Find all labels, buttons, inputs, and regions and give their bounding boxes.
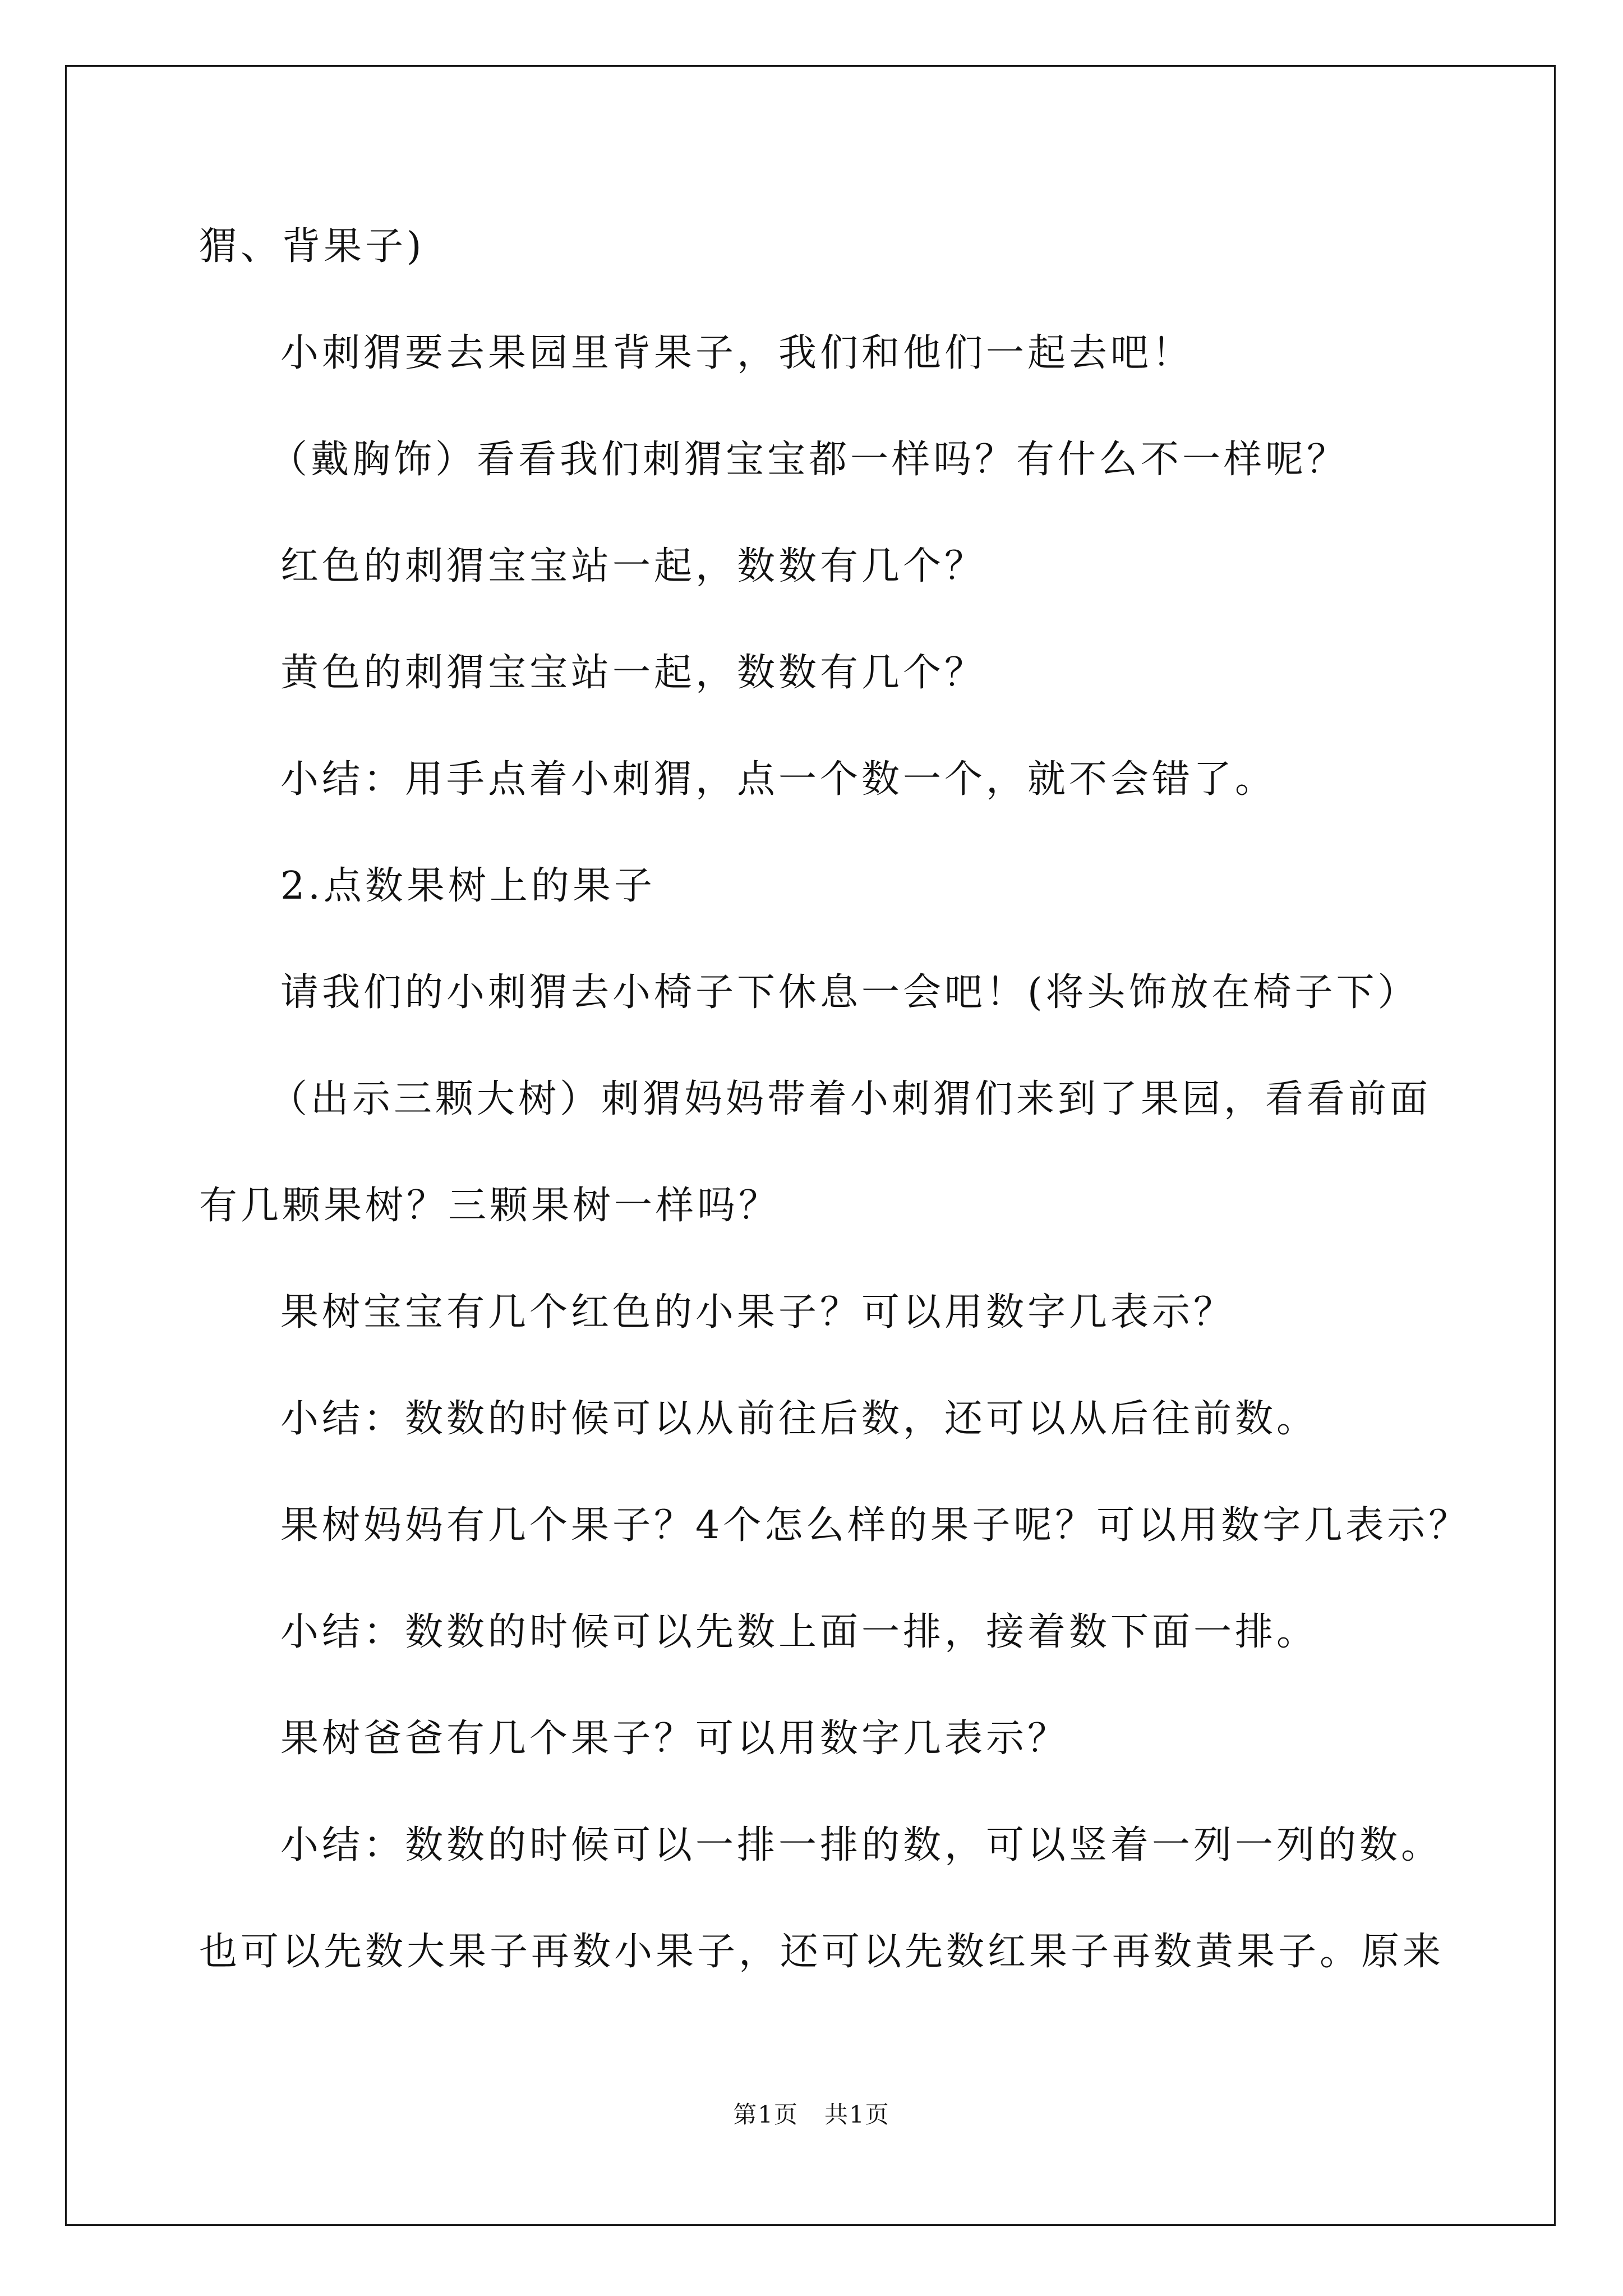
text-line: 小结：用手点着小刺猬，点一个数一个，就不会错了。 — [280, 757, 1277, 802]
text-line: 猬、背果子) — [199, 224, 425, 269]
section-heading: 2.点数果树上的果子 — [280, 864, 656, 908]
text-line: （出示三颗大树）刺猬妈妈带着小刺猬们来到了果园，看看前面 — [269, 1077, 1432, 1121]
text-line: 也可以先数大果子再数小果子，还可以先数红果子再数黄果子。原来 — [199, 1930, 1445, 1974]
text-line: 果树宝宝有几个红色的小果子？可以用数字几表示？ — [280, 1290, 1235, 1335]
page-footer — [0, 2098, 1623, 2132]
text-line: 请我们的小刺猬去小椅子下休息一会吧！(将头饰放在椅子下） — [280, 970, 1419, 1015]
text-line: 有几颗果树？三颗果树一样吗？ — [199, 1184, 781, 1228]
text-line: 果树妈妈有几个果子？4个怎么样的果子呢？可以用数字几表示？ — [280, 1503, 1470, 1548]
text-line: 小结：数数的时候可以一排一排的数，可以竖着一列一列的数。 — [280, 1823, 1443, 1867]
text-line: 红色的刺猬宝宝站一起，数数有几个？ — [280, 544, 986, 588]
page-number: 第1页 — [733, 2101, 799, 2128]
text-line: 小刺猬要去果园里背果子，我们和他们一起去吧！ — [280, 331, 1194, 375]
text-line: （戴胸饰）看看我们刺猬宝宝都一样吗？有什么不一样呢？ — [269, 438, 1349, 482]
page-total: 共1页 — [824, 2101, 890, 2128]
text-line: 小结：数数的时候可以从前往后数，还可以从后往前数。 — [280, 1397, 1318, 1441]
text-line: 果树爸爸有几个果子？可以用数字几表示？ — [280, 1717, 1069, 1761]
text-line: 小结：数数的时候可以先数上面一排，接着数下面一排。 — [280, 1610, 1318, 1654]
text-line: 黄色的刺猬宝宝站一起，数数有几个？ — [280, 651, 986, 695]
